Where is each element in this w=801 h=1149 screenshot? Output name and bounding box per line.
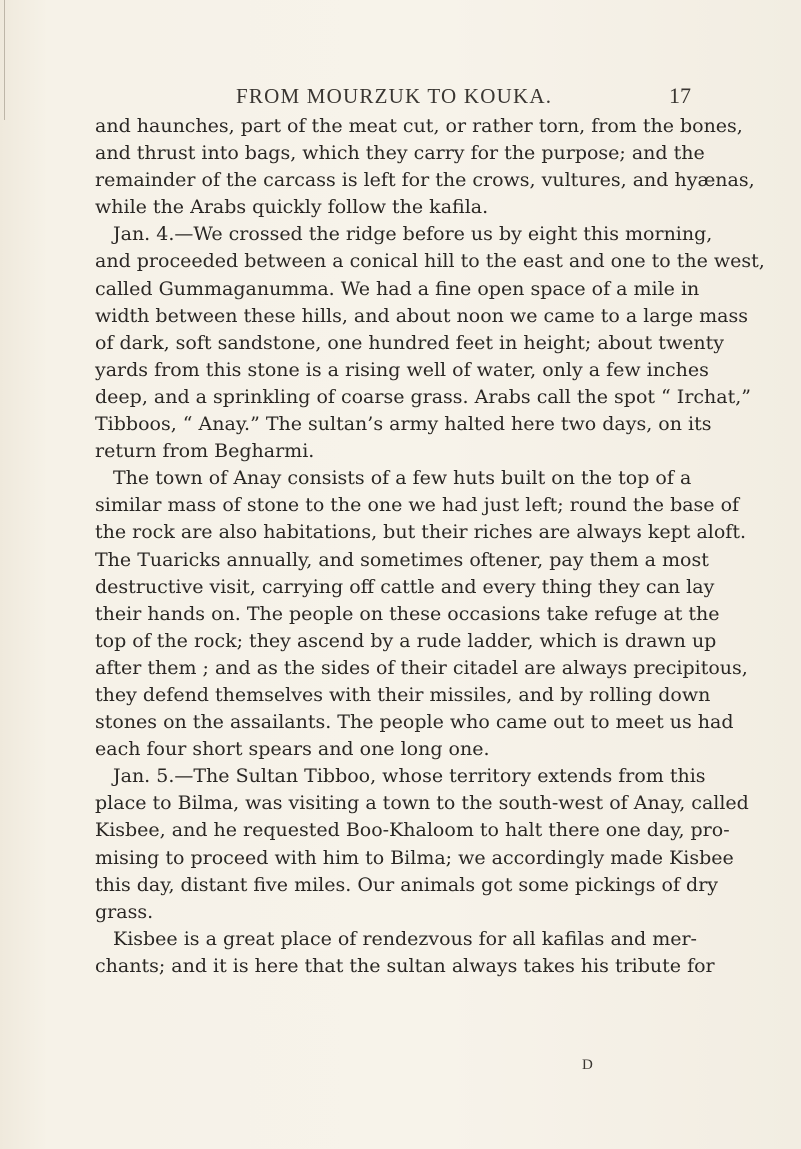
running-head	[0, 84, 801, 114]
text-line: return from Begharmi.	[95, 440, 315, 463]
text-line: Kisbee, and he requested Boo-Khaloom to halt there one day, pro-	[95, 819, 730, 842]
text-line: and thrust into bags, which they carry for the purpose; and the	[95, 142, 705, 165]
text-line: each four short spears and one long one.	[95, 738, 490, 761]
body-text	[95, 113, 765, 980]
text-line: chants; and it is here that the sultan always takes his tribute for	[95, 954, 715, 977]
text-line: destructive visit, carrying off cattle and every thing they can lay	[95, 575, 715, 598]
text-line: place to Bilma, was visiting a town to the south-west of Anay, called	[95, 792, 749, 815]
text-line: Tibboos, “ Anay.” The sultan’s army halted here two days, on its	[95, 413, 712, 436]
text-line: their hands on. The people on these occasions take refuge at the	[95, 602, 720, 625]
text-line: Jan. 5.—The Sultan Tibboo, whose territory extends from this	[113, 765, 706, 788]
text-line: this day, distant five miles. Our animals got some pickings of dry	[95, 873, 719, 896]
text-line: top of the rock; they ascend by a rude ladder, which is drawn up	[95, 629, 717, 652]
text-line: Jan. 4.—We crossed the ridge before us by eight this morning,	[113, 223, 713, 246]
text-line: the rock are also habitations, but their riches are always kept aloft.	[95, 521, 747, 544]
text-line: yards from this stone is a rising well of water, only a few inches	[95, 358, 709, 381]
text-line: width between these hills, and about noon we came to a large mass	[95, 304, 749, 327]
page-number: 17	[669, 83, 691, 108]
text-line: similar mass of stone to the one we had just left; round the base of	[95, 494, 740, 517]
text-line: and haunches, part of the meat cut, or rather torn, from the bones,	[95, 115, 743, 137]
text-line: The Tuaricks annually, and sometimes oftener, pay them a most	[95, 548, 709, 571]
running-title: FROM MOURZUK TO KOUKA.	[236, 84, 553, 108]
text-line: of dark, soft sandstone, one hundred feet in height; about twenty	[95, 331, 724, 354]
text-line: remainder of the carcass is left for the crows, vultures, and hyænas,	[95, 169, 755, 192]
text-line: Kisbee is a great place of rendezvous for all kafilas and mer-	[113, 927, 697, 950]
text-line: deep, and a sprinkling of coarse grass. Arabs call the spot “ Irchat,”	[95, 385, 751, 408]
text-line: called Gummaganumma. We had a fine open space of a mile in	[95, 277, 700, 300]
text-line: The town of Anay consists of a few huts built on the top of a	[113, 467, 692, 490]
text-line: stones on the assailants. The people who came out to meet us had	[95, 711, 734, 734]
text-line: grass.	[95, 900, 154, 923]
text-line: and proceeded between a conical hill to the east and one to the west,	[95, 250, 765, 273]
signature-mark: D	[582, 1057, 594, 1073]
text-line: mising to proceed with him to Bilma; we accordingly made Kisbee	[95, 846, 734, 869]
text-line: after them ; and as the sides of their citadel are always precipitous,	[95, 656, 748, 679]
text-line: they defend themselves with their missiles, and by rolling down	[95, 683, 711, 706]
text-line: while the Arabs quickly follow the kafila.	[95, 196, 489, 219]
